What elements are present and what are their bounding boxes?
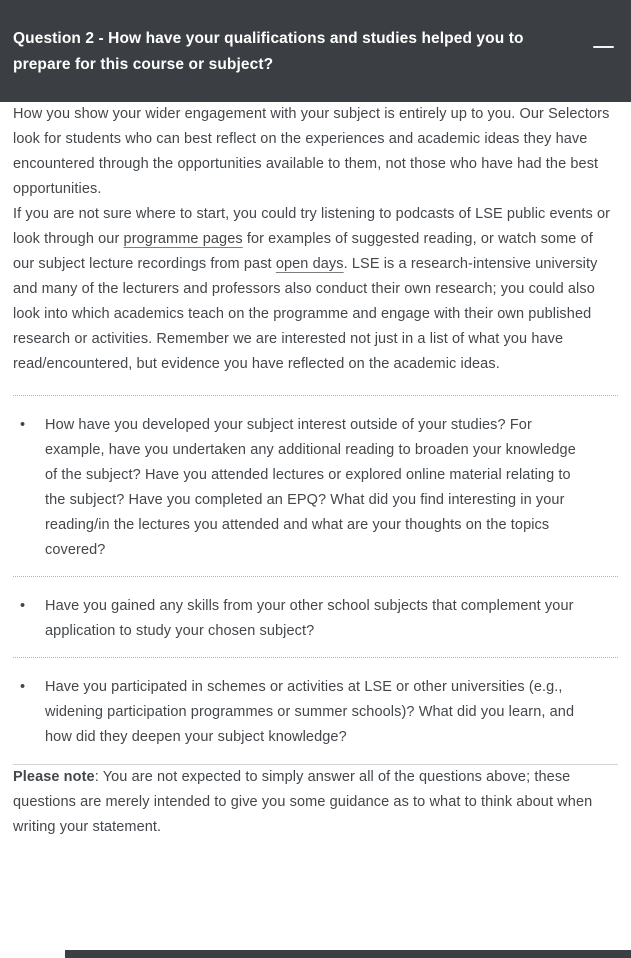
bullet-text-subject-interest: How have you developed your subject interest outside of your studies? For example, have you undertaken any additional reading to broaden your knowledge of the subject? Have you attended lectures or explored online material relating to the subject? Have you completed an EPQ? What did you find interesting in your reading/in the lectures you attended and what are your thoughts on the topics covered? — [45, 417, 576, 558]
accordion-panel-content — [0, 102, 631, 840]
bullet-icon: • — [20, 679, 26, 695]
list-item — [13, 675, 618, 750]
dotted-separator — [13, 576, 618, 577]
intro-paragraph: How you show your wider engagement with your subject is entirely up to you. Our Selectors look for students who can best reflect on the experiences and academic ideas they have encountered through the opportunities available to them, not those who have had the best opportunities. — [13, 106, 610, 197]
guidance-text-3: . LSE is a research-intensive university and many of the lecturers and professors also conduct their own research; you could also look into which academics teach on the programme and engage with their own published research or activities. Remember we are interested not just in a list of what you have read/encountered, but evidence you have reflected on the academic ideas. — [13, 256, 598, 372]
guidance-paragraph — [13, 202, 618, 377]
programme-pages-link[interactable]: programme pages — [123, 231, 243, 247]
note-paragraph — [13, 765, 618, 840]
question-title: Question 2 - How have your qualifications and studies helped you to prepare for this course or subject? — [13, 30, 524, 73]
note-label: Please note — [13, 769, 95, 785]
collapse-minus-icon[interactable] — [593, 46, 614, 48]
bullet-text-school-skills: Have you gained any skills from your other school subjects that complement your application to study your chosen subject? — [45, 598, 574, 639]
accordion-header-question-2[interactable] — [0, 0, 631, 102]
open-days-link[interactable]: open days — [275, 256, 344, 272]
list-item — [13, 413, 618, 563]
guidance-text-2: for examples of suggested reading, or watch some of our subject lecture recordings from past — [13, 231, 593, 272]
list-item — [13, 594, 618, 644]
bullet-text-schemes-activities: Have you participated in schemes or activities at LSE or other universities (e.g., widening participation programmes or summer schools)? What did you learn, and how did they deepen your subject knowledge? — [45, 679, 575, 745]
dotted-separator — [13, 657, 618, 658]
bullet-icon: • — [20, 417, 26, 433]
note-text: : You are not expected to simply answer all of the questions above; these questions are merely intended to give you some guidance as to what to think about when writing your statement. — [13, 769, 593, 835]
bullet-icon: • — [20, 598, 26, 614]
next-accordion-header-partial[interactable] — [65, 950, 631, 958]
dotted-separator — [13, 395, 618, 396]
guidance-text-1: If you are not sure where to start, you could try listening to podcasts of LSE public events or look through our — [13, 206, 611, 247]
